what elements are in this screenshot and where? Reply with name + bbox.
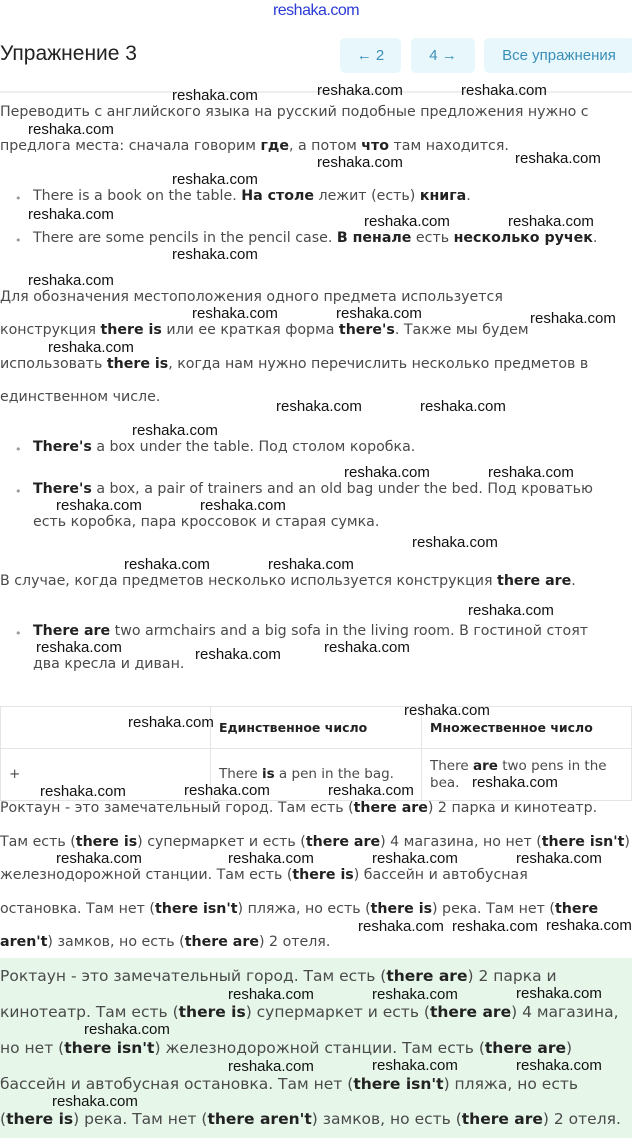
text: использовать [0, 356, 107, 372]
text: . Также мы будем [394, 322, 529, 338]
text: ) супермаркет и есть ( [137, 834, 306, 850]
text: ) замков, но есть ( [47, 934, 185, 950]
text: там находится. [389, 138, 509, 154]
text: кинотеатр. Там есть ( [0, 1003, 179, 1021]
text: ) замков, но есть ( [311, 1110, 462, 1128]
text: ( [0, 1110, 7, 1128]
text: ) 4 магазина, [511, 1003, 619, 1021]
text: бассейн и автобусная остановка. Там нет ( [0, 1075, 354, 1093]
text: есть [411, 230, 454, 246]
list-item [33, 230, 597, 247]
watermark: reshaka.com [516, 1057, 602, 1074]
text: есть коробка, пара кроссовок и старая сумка. [33, 514, 380, 530]
bold-text: there is [100, 322, 162, 338]
watermark: reshaka.com [372, 1057, 458, 1074]
watermark: reshaka.com [56, 850, 142, 867]
watermark: reshaka.com [515, 150, 601, 167]
bold-text: there is [75, 834, 138, 850]
text-line [0, 1111, 621, 1128]
watermark: reshaka.com [472, 774, 558, 791]
text: Для обозначения местоположения одного предмета используется [0, 289, 503, 305]
watermark: reshaka.com [358, 918, 444, 935]
watermark: reshaka.com [317, 154, 403, 171]
watermark: reshaka.com [372, 850, 458, 867]
bold-text: there is [106, 356, 169, 372]
watermark: reshaka.com [172, 246, 258, 263]
text-line [0, 573, 576, 590]
text-line [0, 934, 330, 951]
text-line [0, 1004, 619, 1021]
watermark: reshaka.com [48, 339, 134, 356]
bold-text: there are [461, 1110, 543, 1128]
bold-text: there isn't [353, 1075, 444, 1093]
bold-text: there is [292, 867, 354, 883]
watermark: reshaka.com [195, 646, 281, 663]
bold-text: There's [33, 481, 92, 497]
text-line [0, 901, 598, 918]
table-cell-singular [211, 749, 422, 801]
watermark: reshaka.com [228, 850, 314, 867]
list-item [33, 188, 471, 205]
watermark: reshaka.com [324, 639, 410, 656]
text: ) река. Там нет ( [73, 1110, 208, 1128]
text: лежит (есть) [314, 188, 420, 204]
watermark: reshaka.com [516, 850, 602, 867]
bold-text: there is [370, 901, 433, 917]
text-line [0, 104, 589, 121]
text-line [0, 322, 529, 339]
watermark: reshaka.com [412, 534, 498, 551]
text: There are some pencils in the pencil case. [33, 230, 337, 246]
cell-bold-text: are [472, 757, 498, 774]
bold-text: there isn't [541, 834, 625, 850]
bold-text: there are [497, 573, 572, 589]
text: ) пляжа, но есть ( [237, 901, 371, 917]
watermark: reshaka.com [488, 464, 574, 481]
text: ) [566, 1039, 573, 1057]
watermark: reshaka.com [56, 497, 142, 514]
table-cell-plural [422, 749, 632, 801]
text: , когда нам нужно перечислить несколько предметов в [168, 356, 589, 372]
text: ) 2 отеля. [258, 934, 331, 950]
bold-text: где [260, 138, 289, 154]
bold-text: there is [6, 1110, 74, 1128]
page-title: Упражнение 3 [0, 42, 137, 65]
cell-text: a pen in the bag. [274, 766, 394, 782]
text: или ее краткая форма [161, 322, 339, 338]
text: ) 2 отеля. [542, 1110, 621, 1128]
watermark: reshaka.com [132, 422, 218, 439]
watermark: reshaka.com [420, 398, 506, 415]
list-item [33, 439, 415, 456]
bold-text: there [554, 901, 599, 917]
watermark: reshaka.com [317, 82, 403, 99]
watermark: reshaka.com [172, 87, 258, 104]
text-line [0, 1040, 572, 1057]
watermark: reshaka.com [508, 213, 594, 230]
text: предлога места: сначала говорим [0, 138, 261, 154]
bold-text: there are [305, 834, 381, 850]
bold-text: there aren't [207, 1110, 312, 1128]
text: но нет ( [0, 1039, 65, 1057]
watermark: reshaka.com [328, 782, 414, 799]
watermark: reshaka.com [28, 272, 114, 289]
text-line [33, 514, 379, 531]
text-line [0, 389, 160, 406]
bold-text: there are [386, 967, 468, 985]
text-line [0, 867, 528, 884]
watermark: reshaka.com [28, 206, 114, 223]
watermark: reshaka.com [530, 310, 616, 327]
text: ) 2 парка и [467, 967, 557, 985]
table-header-empty [1, 707, 211, 749]
watermark: reshaka.com [36, 639, 122, 656]
text: конструкция [0, 322, 101, 338]
text: Там есть ( [0, 834, 76, 850]
text: ) бассейн и автобусная [353, 867, 528, 883]
cell-text: There [219, 766, 262, 782]
text: a box, a pair of trainers and an old bag under the bed. Под кроватью [91, 481, 593, 497]
watermark: reshaka.com [336, 305, 422, 322]
grammar-table [0, 706, 632, 801]
bold-text: there are [484, 1039, 567, 1057]
bold-text: На столе [241, 188, 314, 204]
table-header-singular: Единственное число [211, 707, 422, 749]
bold-text: there are [184, 934, 259, 950]
text: ) 4 магазина, но нет ( [380, 834, 542, 850]
text: остановка. Там нет ( [0, 901, 155, 917]
watermark: reshaka.com [372, 986, 458, 1003]
bold-text: There are [33, 623, 111, 639]
text: ) 2 парка и кинотеатр. [427, 800, 598, 816]
text: Роктаун - это замечательный город. Там есть ( [0, 967, 387, 985]
text: Роктаун - это замечательный город. Там есть ( [0, 800, 354, 816]
bold-text: there are [353, 800, 428, 816]
bold-text: there isn't [154, 901, 238, 917]
watermark: reshaka.com [40, 783, 126, 800]
watermark: reshaka.com [516, 985, 602, 1002]
text: ) железнодорожной станции. Там есть ( [154, 1039, 485, 1057]
prev-exercise-button[interactable]: ← 2 [340, 38, 401, 73]
bold-text: there is [178, 1003, 246, 1021]
text: ) супермаркет и есть ( [245, 1003, 430, 1021]
cell-text: There [430, 757, 473, 774]
watermark: reshaka.com [128, 714, 214, 731]
text: . [466, 188, 471, 204]
bold-text: There's [33, 439, 92, 455]
text-line [0, 356, 588, 373]
watermark: reshaka.com [228, 986, 314, 1003]
text: two armchairs and a big sofa in the living room. В гостиной стоят [110, 623, 589, 639]
text: железнодорожной станции. Там есть ( [0, 867, 293, 883]
list-item [33, 623, 588, 640]
bold-text: что [361, 138, 390, 154]
watermark: reshaka.com [184, 782, 270, 799]
watermark: reshaka.com [228, 1058, 314, 1075]
text-line [0, 138, 509, 155]
text: . [592, 230, 598, 246]
bold-text: there are [429, 1003, 512, 1021]
text: единственном числе. [0, 389, 161, 405]
watermark: reshaka.com [28, 121, 114, 138]
all-exercises-button[interactable]: Все упражнения [484, 38, 632, 73]
watermark: reshaka.com [461, 82, 547, 99]
bold-text: there's [338, 322, 395, 338]
watermark: reshaka.com [268, 556, 354, 573]
bold-text: there isn't [64, 1039, 155, 1057]
text: ) [624, 834, 630, 850]
text: ) река. Там нет ( [432, 901, 555, 917]
text: , а потом [288, 138, 362, 154]
header-divider [0, 91, 632, 93]
watermark: reshaka.com [364, 213, 450, 230]
watermark: reshaka.com [546, 917, 632, 934]
next-exercise-button[interactable]: 4 → [411, 38, 475, 73]
text-line [33, 656, 184, 673]
bold-text: В пенале [336, 230, 412, 246]
text-line [0, 834, 630, 851]
text-line [0, 800, 597, 817]
table-header-plural: Множественное число [422, 707, 632, 749]
list-item [33, 481, 593, 498]
watermark: reshaka.com [192, 305, 278, 322]
text: ) пляжа, но есть [443, 1075, 578, 1093]
table-cell-sign: + [1, 749, 211, 801]
text-line [0, 1076, 578, 1093]
watermark: reshaka.com [124, 556, 210, 573]
text: В случае, когда предметов несколько используется конструкция [0, 573, 498, 589]
watermark: reshaka.com [200, 497, 286, 514]
text: . [571, 573, 576, 589]
watermark: reshaka.com [404, 702, 490, 719]
top-watermark: reshaka.com [272, 2, 360, 19]
watermark: reshaka.com [276, 398, 362, 415]
watermark: reshaka.com [344, 464, 430, 481]
text: a box under the table. Под столом коробка. [91, 439, 416, 455]
cell-text: two pens in the bea. [430, 757, 607, 791]
cell-bold-text: is [261, 766, 275, 782]
watermark: reshaka.com [468, 602, 554, 619]
bold-text: несколько ручек [453, 230, 593, 246]
text-line [0, 289, 503, 306]
bold-text: aren't [0, 934, 48, 950]
watermark: reshaka.com [172, 171, 258, 188]
watermark: reshaka.com [452, 918, 538, 935]
text: два кресла и диван. [33, 656, 185, 672]
text-line [0, 968, 557, 985]
text: Переводить с английского языка на русский подобные предложения нужно с [0, 104, 589, 120]
bold-text: книга [419, 188, 467, 204]
watermark: reshaka.com [84, 1021, 170, 1038]
text: There is a book on the table. [33, 188, 242, 204]
watermark: reshaka.com [52, 1093, 138, 1110]
